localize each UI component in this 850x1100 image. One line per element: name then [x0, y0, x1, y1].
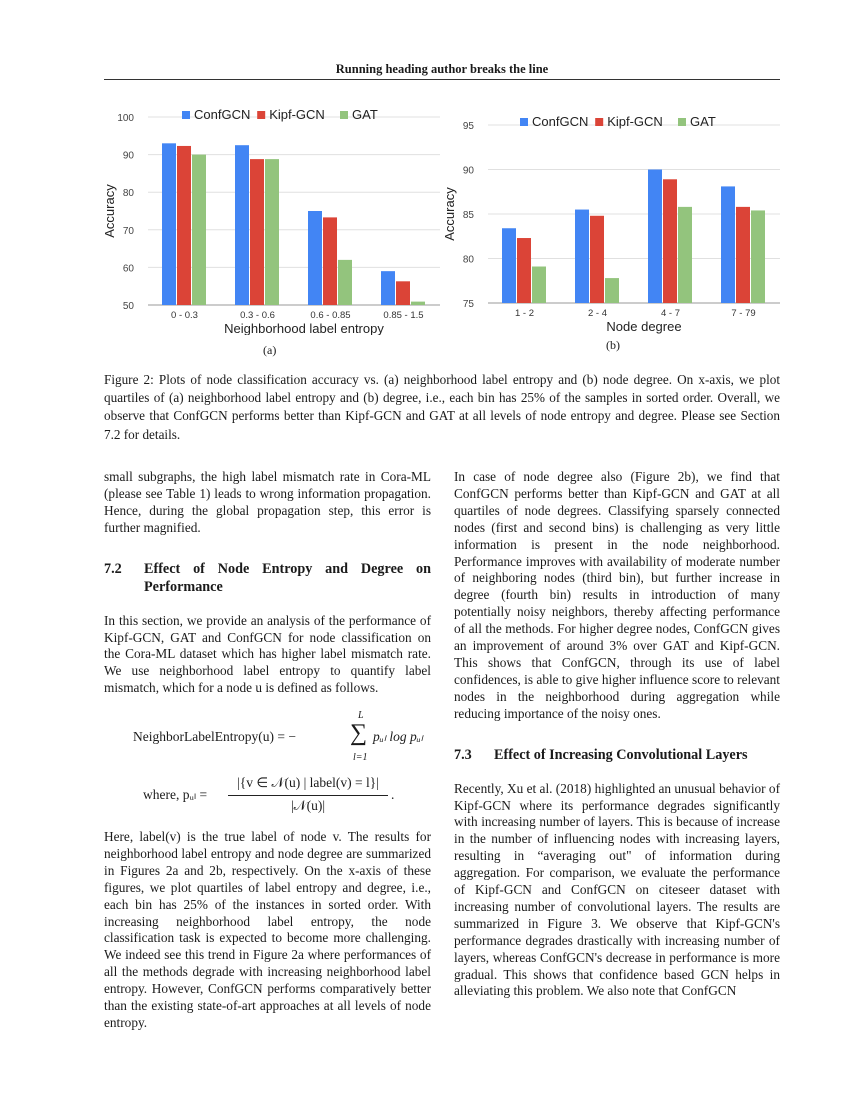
legend-swatch-kipf-gcn	[257, 111, 265, 119]
legend-label-kipf-gcn: Kipf-GCN	[607, 114, 663, 129]
bar-confgcn	[235, 145, 249, 305]
chart-b	[440, 105, 780, 335]
bar-kipf-gcn	[663, 179, 677, 303]
section-heading-7-3	[454, 746, 780, 764]
legend-swatch-confgcn	[520, 118, 528, 126]
x-axis-label: Node degree	[606, 319, 682, 334]
equation-lhs: NeighborLabelEntropy(u) = −	[133, 729, 296, 744]
legend-label-gat: GAT	[690, 114, 716, 129]
legend-label-gat: GAT	[352, 107, 378, 122]
bar-confgcn	[162, 143, 176, 305]
legend-label-kipf-gcn: Kipf-GCN	[269, 107, 325, 122]
x-tick-label: 2 - 4	[587, 308, 608, 319]
legend-swatch-gat	[340, 111, 348, 119]
left-column-lower	[104, 829, 431, 1032]
y-tick-label: 95	[462, 121, 474, 132]
x-tick-label: 7 - 79	[731, 308, 756, 319]
left-paragraph-1: small subgraphs, the high label mismatch rate in Cora-ML (please see Table 1) leads to wrong information propagation. Hence, during the global propagation step, this error is further magnified.	[104, 469, 431, 535]
equation-entropy	[133, 710, 433, 770]
x-tick-label: 0.3 - 0.6	[240, 310, 275, 321]
x-axis-label: Neighborhood label entropy	[224, 321, 384, 335]
y-tick-label: 90	[122, 150, 134, 162]
bar-gat	[532, 267, 546, 303]
legend-swatch-confgcn	[182, 111, 190, 119]
chart-b-sublabel: (b)	[606, 338, 620, 352]
section-number: 7.2	[104, 560, 122, 577]
fraction-bar	[228, 795, 388, 796]
running-head: Running heading author breaks the line	[335, 62, 549, 76]
equation-rhs: pᵤₗ log pᵤₗ	[373, 729, 423, 744]
bar-confgcn	[502, 228, 516, 303]
equation-period: .	[391, 787, 395, 802]
y-axis-label: Accuracy	[442, 187, 457, 241]
header-rule	[104, 79, 780, 80]
section-title: Effect of Increasing Convolutional Layers	[494, 746, 748, 763]
bar-kipf-gcn	[396, 281, 410, 305]
y-tick-label: 80	[122, 188, 134, 200]
bar-kipf-gcn	[323, 217, 337, 305]
fraction-numerator: |{v ∈ 𝒩(u) | label(v) = l}|	[237, 775, 379, 790]
left-paragraph-3: Here, label(v) is the true label of node v. The results for neighborhood label entropy and node degree are summarized in Figures 2a and 2b, respectively. On the x-axis of these figures, we plot quartiles of label entropy and degree, i.e., each bin has 25% of the instances in sorted order. With increasing neighborhood label entropy, the node classification task is expected to become more challenging. We indeed see this trend in Figure 2a where performances of all the methods degrade with increasing neighborhood label entropy. However, ConfGCN performs comparatively better than the existing state-of-art approaches at all levels of node entropy.	[104, 829, 431, 1030]
bar-gat	[678, 207, 692, 303]
chart-a-sublabel: (a)	[263, 343, 277, 357]
chart-a-svg	[100, 105, 440, 335]
y-tick-label: 70	[122, 225, 134, 237]
bar-confgcn	[648, 170, 662, 304]
sum-symbol: ∑	[350, 720, 368, 746]
bar-confgcn	[721, 186, 735, 303]
right-column	[454, 469, 780, 1000]
legend-swatch-kipf-gcn	[595, 118, 603, 126]
sum-upper: L	[358, 710, 364, 721]
bar-kipf-gcn	[250, 159, 264, 305]
y-tick-label: 100	[117, 113, 134, 124]
chart-b-svg	[440, 105, 780, 335]
y-axis-label: Accuracy	[102, 184, 117, 238]
bar-gat	[751, 210, 765, 303]
y-tick-label: 85	[462, 210, 474, 221]
section-heading-7-2	[104, 560, 431, 596]
chart-a	[100, 105, 440, 335]
x-tick-label: 0.6 - 0.85	[310, 310, 351, 321]
bar-kipf-gcn	[590, 216, 604, 303]
right-paragraph-2: Recently, Xu et al. (2018) highlighted an unusual behavior of Kipf-GCN where its performance degrades significantly with increasing number of layers. This is because of increase in the number of influencing nodes with increasing layers, resulting in “averaging out" of information during aggregation. For comparison, we evaluate the performance of Kipf-GCN and ConfGCN on citeseer dataset with increasing number of convolutional layers. The results are summarized in Figure 3. We observe that Kipf-GCN's performance degrades drastically with increasing number of layers, whereas ConfGCN's decrease in performance is more gradual. This shows that confidence based GCN helps in alleviating this problem. We also note that ConfGCN	[454, 780, 780, 999]
left-column	[104, 469, 431, 697]
section-number: 7.3	[454, 746, 472, 763]
y-tick-label: 50	[122, 301, 134, 312]
equation-prefix: where, pᵤₗ =	[143, 787, 208, 802]
bar-gat	[605, 278, 619, 303]
bar-kipf-gcn	[517, 238, 531, 303]
bar-gat	[338, 260, 352, 305]
legend-swatch-gat	[678, 118, 686, 126]
section-title: Effect of Node Entropy and Degree on Performance	[144, 560, 431, 595]
figure-caption: Figure 2: Plots of node classification accuracy vs. (a) neighborhood label entropy and (b) node degree. On x-axis, we plot quartiles of (a) neighborhood label entropy and (b) degree, i.e., each bin has 25% of the samples in sorted order. Overall, we observe that ConfGCN performs better than Kipf-GCN and GAT at all levels of node entropy and degree. Please see Section 7.2 for details.	[104, 372, 780, 442]
x-tick-label: 0.85 - 1.5	[383, 310, 424, 321]
bar-kipf-gcn	[177, 146, 191, 305]
sum-lower: l=1	[353, 752, 368, 763]
bar-confgcn	[381, 271, 395, 305]
y-tick-label: 80	[462, 254, 474, 266]
bar-kipf-gcn	[736, 207, 750, 303]
bar-confgcn	[308, 211, 322, 305]
legend-label-confgcn: ConfGCN	[194, 107, 251, 122]
fraction-denominator: |𝒩(u)|	[290, 798, 326, 813]
legend-label-confgcn: ConfGCN	[532, 114, 589, 129]
equation-pul	[143, 775, 443, 820]
x-tick-label: 0 - 0.3	[171, 310, 198, 321]
left-paragraph-2: In this section, we provide an analysis of the performance of Kipf-GCN, GAT and ConfGCN for node classification on the Cora-ML dataset which has higher label mismatch rate. We use neighborhood label entropy to quantify label mismatch, which for a node u is defined as follows.	[104, 612, 431, 696]
y-tick-label: 75	[462, 299, 474, 310]
bar-gat	[411, 302, 425, 305]
y-tick-label: 90	[462, 165, 474, 177]
bar-gat	[265, 159, 279, 305]
x-tick-label: 1 - 2	[514, 308, 535, 319]
y-tick-label: 60	[122, 263, 134, 275]
bar-gat	[192, 155, 206, 305]
right-paragraph-1: In case of node degree also (Figure 2b), we find that ConfGCN performs better than Kipf-GCN and GAT at all quartiles of node degrees. Classifying sparsely connected nodes (first and second bins) is challenging as very little information is present in the node neighborhood. Performance improves with availability of moderate number of neighboring nodes (third bin), but further increase in degree (fourth bin) results in introduction of many potentially noisy neighbors, thereby affecting performance of all the methods. For higher degree nodes, ConfGCN gives an improvement of around 3% over GAT and Kipf-GCN. This shows that ConfGCN, through its use of label confidences, is able to give higher influence score to relevant nodes in the neighborhood during aggregation while reducing importance of the noisy ones.	[454, 469, 780, 721]
x-tick-label: 4 - 7	[660, 308, 681, 319]
bar-confgcn	[575, 210, 589, 303]
